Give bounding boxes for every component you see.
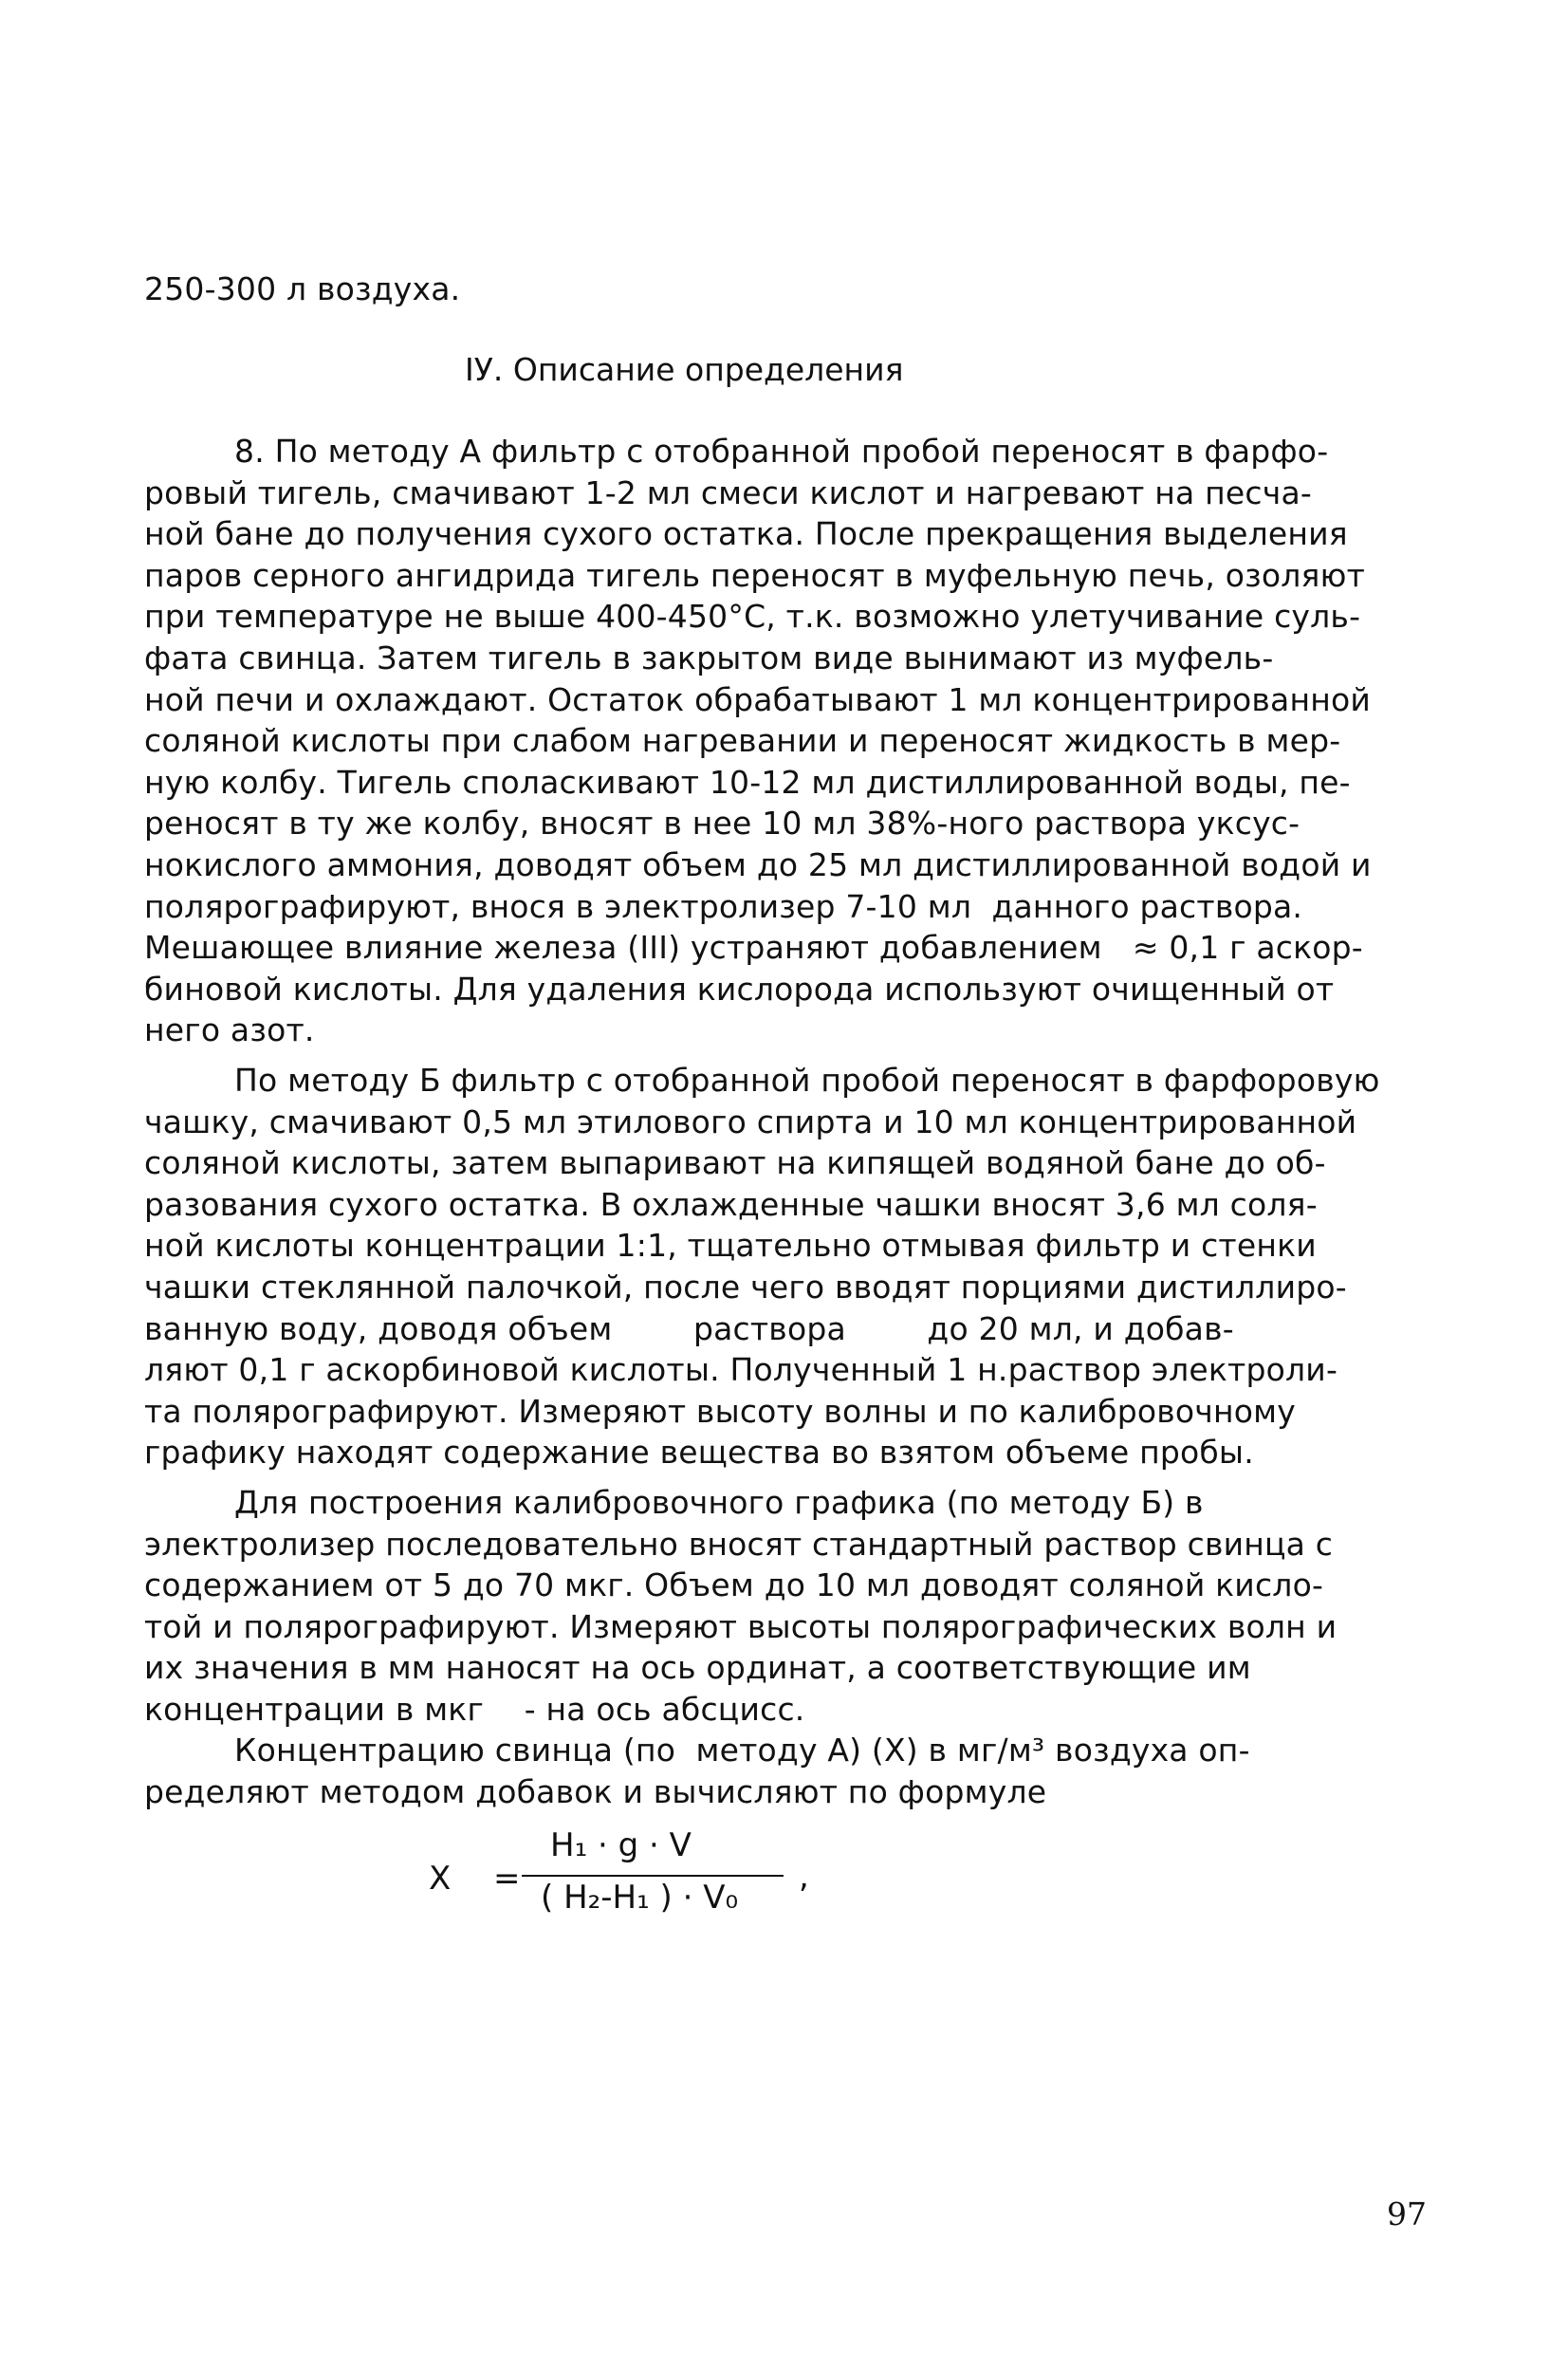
text-line: ляют 0,1 г аскорбиновой кислоты. Полученный 1 н.раствор электроли- [144,1351,1338,1389]
formula-numerator: H₁ · g · V [550,1826,692,1864]
text-line: графику находят содержание вещества во взятом объеме пробы. [144,1434,1254,1472]
formula-equals: = [493,1860,521,1898]
text-line: По методу Б фильтр с отобранной пробой переносят в фарфоровую [234,1062,1380,1099]
intro-line [144,269,1415,310]
text-line: ной печи и охлаждают. Остаток обрабатывают 1 мл концентрированной [144,680,1372,718]
text-line: ровый тигель, смачивают 1-2 мл смеси кислот и нагревают на песча- [144,473,1313,511]
text-line: содержанием от 5 до 70 мкг. Объем до 10 мл доводят соляной кисло- [144,1566,1324,1604]
text-line: при температуре не выше 400-450°С, т.к. возможно улетучивание суль- [144,598,1361,636]
text-line: соляной кислоты, затем выпаривают на кипящей водяной бане до об- [144,1144,1326,1182]
text-line: ную колбу. Тигель споласкивают 10-12 мл дистиллированной воды, пе- [144,763,1351,801]
text-line: ределяют методом добавок и вычисляют по формуле [144,1772,1047,1810]
concentration-formula [429,1826,922,1931]
paragraph-method-a [144,431,1415,1051]
text-line: их значения в мм наносят на ось ординат, а соответствующие им [144,1649,1251,1687]
paragraph-calibration [144,1482,1415,1731]
section-heading [465,349,903,390]
formula-denominator: ( H₂-H₁ ) · V₀ [541,1879,739,1917]
text-line: соляной кислоты при слабом нагревании и переносят жидкость в мер- [144,722,1341,760]
text-line: 8. По методу А фильтр с отобранной пробой переносят в фарфо- [234,433,1329,470]
text-line: биновой кислоты. Для удаления кислорода используют очищенный от [144,970,1335,1008]
text-line: концентрации в мкг - на ось абсцисс. [144,1690,805,1728]
text-line: него азот. [144,1011,315,1049]
formula-trailing-comma: , [799,1858,809,1896]
text-line: ванную воду, доводя объем раствора до 20 мл, и добав- [144,1309,1234,1347]
text-line: Концентрацию свинца (по методу А) (Х) в мг/м³ воздуха оп- [234,1732,1250,1769]
text-line: полярографируют, внося в электролизер 7-10 мл данного раствора. [144,887,1303,925]
text-line: чашки стеклянной палочкой, после чего вводят порциями дистиллиро- [144,1268,1347,1306]
text-line: Для построения калибровочного графика (по методу Б) в [234,1484,1204,1521]
text-line: реносят в ту же колбу, вносят в нее 10 мл 38%-ного раствора уксус- [144,805,1301,843]
paragraph-concentration [144,1730,1415,1812]
formula-lhs: X [429,1860,452,1898]
text-line: нокислого аммония, доводят объем до 25 мл дистиллированной водой и [144,845,1372,883]
text-line: Мешающее влияние железа (III) устраняют добавлением ≈ 0,1 г аскор- [144,929,1363,967]
text-line: ной кислоты концентрации 1:1, тщательно отмывая фильтр и стенки [144,1227,1317,1265]
intro-text: 250-300 л воздуха. [144,270,461,307]
section-number: IУ. [465,351,504,388]
paragraph-method-b [144,1060,1415,1473]
text-line: та полярографируют. Измеряют высоту волны и по калибровочному [144,1392,1296,1430]
text-line: ной бане до получения сухого остатка. После прекращения выделения [144,515,1348,553]
text-line: той и полярографируют. Измеряют высоты полярографических волн и [144,1607,1337,1645]
fraction-bar [522,1875,784,1877]
text-line: паров серного ангидрида тигель переносят в муфельную печь, озоляют [144,556,1365,594]
text-line: разования сухого остатка. В охлажденные чашки вносят 3,6 мл соля- [144,1185,1318,1223]
page-number: 97 [1387,2196,1427,2233]
text-line: электролизер последовательно вносят стандартный раствор свинца с [144,1525,1334,1563]
section-title: Описание определения [512,351,904,388]
text-line: чашку, смачивают 0,5 мл этилового спирта и 10 мл концентрированной [144,1102,1357,1140]
text-line: фата свинца. Затем тигель в закрытом виде вынимают из муфель- [144,639,1274,676]
